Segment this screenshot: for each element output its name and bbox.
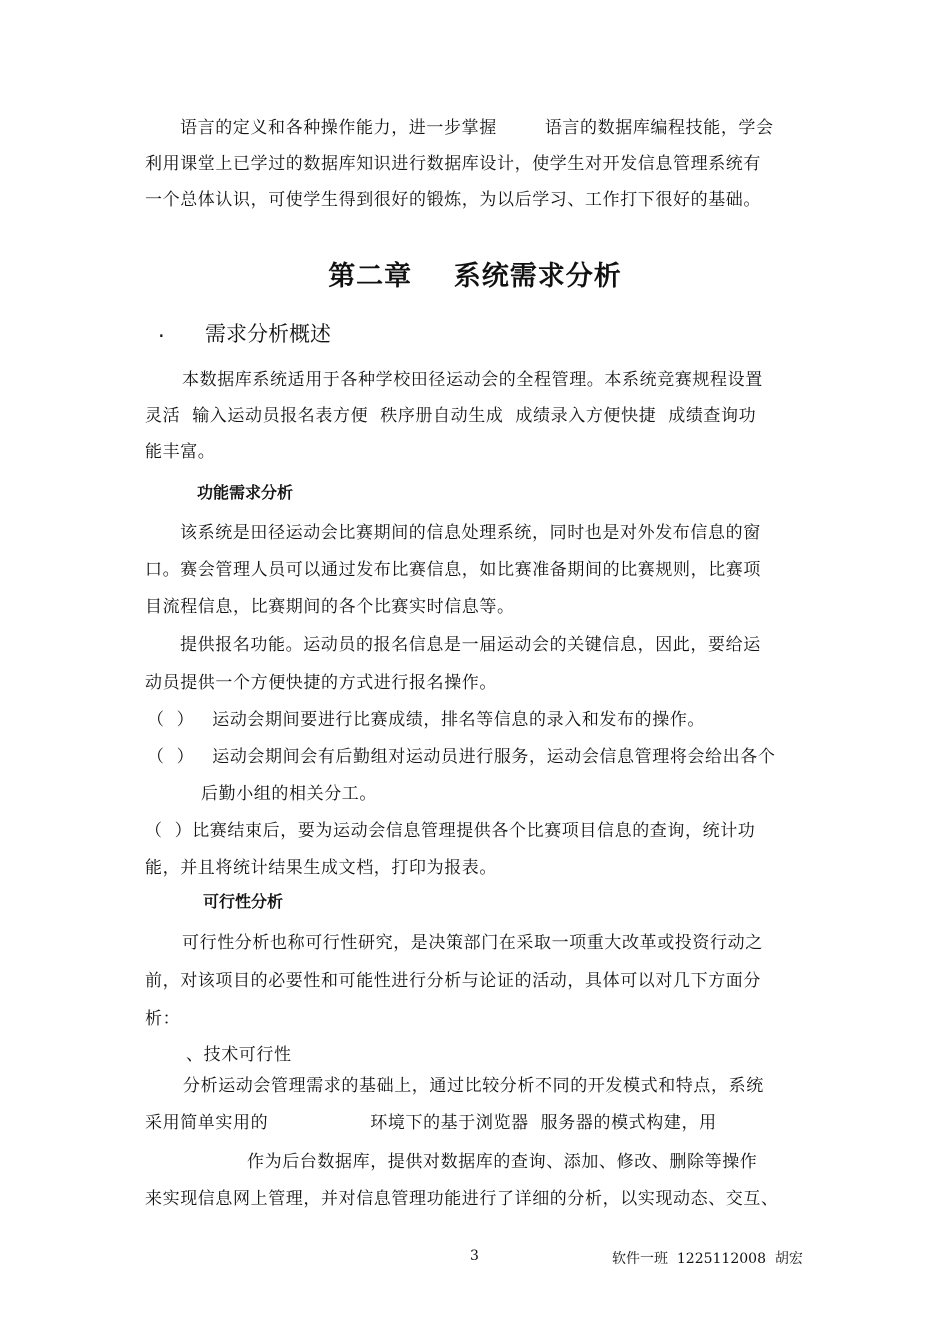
section1-line-3: 能丰富。 (145, 442, 216, 462)
feas-line-5: 分析运动会管理需求的基础上，通过比较分析不同的开发模式和特点，系统 (183, 1076, 764, 1096)
func-line-4: 提供报名功能。运动员的报名信息是一届运动会的关键信息，因此，要给运 (180, 635, 761, 655)
feas-heading: 可行性分析 (203, 892, 284, 911)
page-number: 3 (470, 1248, 479, 1264)
func-item-2: （ ） 运动会期间会有后勤组对运动员进行服务，运动会信息管理将会给出各个 (147, 747, 776, 767)
feas-tech-heading: 、技术可行性 (186, 1045, 292, 1065)
func-item-2-cont: 后勤小组的相关分工。 (201, 784, 377, 804)
feas-line-8: 来实现信息网上管理，并对信息管理功能进行了详细的分析，以实现动态、交互、 (145, 1189, 779, 1209)
feas-line-2: 前，对该项目的必要性和可能性进行分析与论证的活动，具体可以对几下方面分 (145, 971, 761, 991)
section1-line-2: 灵活 输入运动员报名表方便 秩序册自动生成 成绩录入方便快捷 成绩查询功 (145, 406, 757, 426)
func-item-1: （ ） 运动会期间要进行比赛成绩，排名等信息的录入和发布的操作。 (147, 710, 706, 730)
func-line-3: 目流程信息，比赛期间的各个比赛实时信息等。 (145, 597, 515, 617)
feas-line-7: 作为后台数据库，提供对数据库的查询、添加、修改、删除等操作 (247, 1152, 758, 1172)
intro-line-2: 利用课堂上已学过的数据库知识进行数据库设计，使学生对开发信息管理系统有 (145, 154, 761, 174)
feas-line-6: 采用简单实用的 环境下的基于浏览器 服务器的模式构建，用 (145, 1113, 717, 1133)
intro-line-3: 一个总体认识，可使学生得到很好的锻炼，为以后学习、工作打下很好的基础。 (145, 190, 761, 210)
footer-author: 软件一班 1225112008 胡宏 (612, 1251, 803, 1267)
feas-line-1: 可行性分析也称可行性研究，是决策部门在采取一项重大改革或投资行动之 (182, 933, 763, 953)
section-title: 需求分析概述 (205, 322, 331, 346)
section1-line-1: 本数据库系统适用于各种学校田径运动会的全程管理。本系统竞赛规程设置 (182, 370, 763, 390)
func-item-3: （ ）比赛结束后，要为运动会信息管理提供各个比赛项目信息的查询，统计功 (145, 821, 756, 841)
func-item-3-cont: 能，并且将统计结果生成文档，打印为报表。 (145, 858, 497, 878)
func-line-2: 口。赛会管理人员可以通过发布比赛信息，如比赛准备期间的比赛规则，比赛项 (145, 560, 761, 580)
section-bullet: . (158, 318, 165, 342)
intro-line-1: 语言的定义和各种操作能力，进一步掌握 语言的数据库编程技能，学会 (180, 118, 774, 138)
chapter-title: 第二章 系统需求分析 (328, 261, 622, 292)
feas-line-3: 析： (145, 1009, 181, 1029)
func-line-5: 动员提供一个方便快捷的方式进行报名操作。 (145, 673, 497, 693)
func-heading: 功能需求分析 (197, 483, 294, 502)
func-line-1: 该系统是田径运动会比赛期间的信息处理系统，同时也是对外发布信息的窗 (180, 523, 761, 543)
